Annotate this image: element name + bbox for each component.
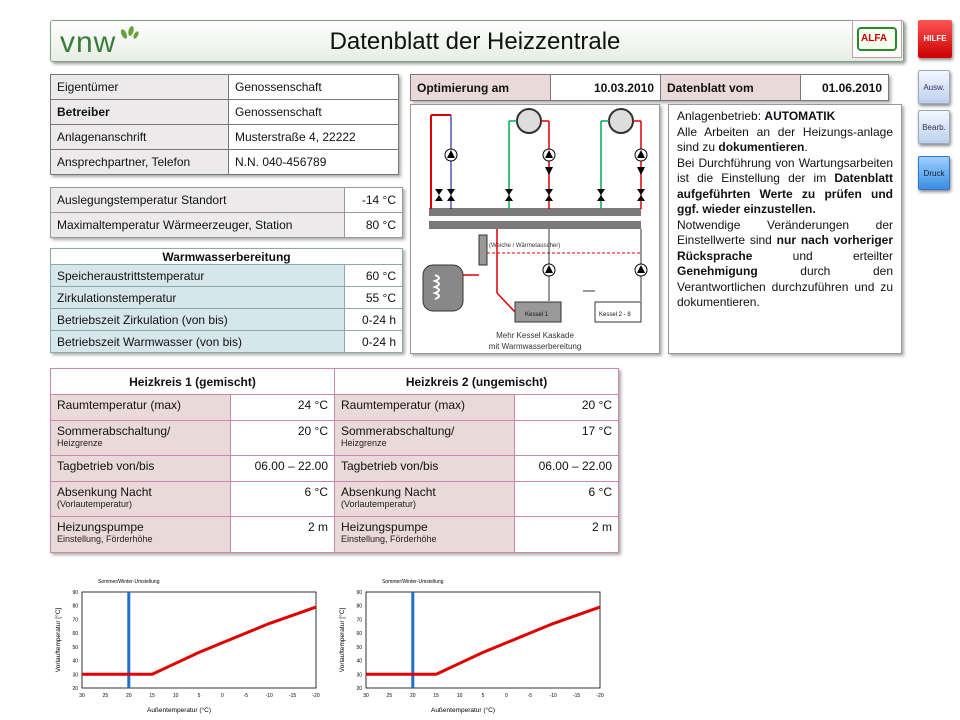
radiator-icon (609, 109, 633, 133)
ww-value: 0-24 h (345, 331, 403, 353)
y-tick-label: 30 (356, 672, 362, 679)
hk1-value: 06.00 – 22.00 (231, 456, 335, 482)
x-tick-label: 25 (386, 693, 393, 699)
x-tick-label: -20 (312, 693, 320, 699)
ww-key: Betriebszeit Zirkulation (von bis) (51, 309, 345, 331)
optimization-date: 10.03.2010 (551, 75, 661, 101)
table-header-row (51, 369, 619, 395)
ww-key: Betriebszeit Warmwasser (von bis) (51, 331, 345, 353)
ww-key: Speicheraustrittstemperatur (51, 265, 345, 287)
table-row (51, 100, 399, 125)
valve-icon (637, 167, 645, 175)
ww-value: 55 °C (345, 287, 403, 309)
ausw-button[interactable]: Ausw. (918, 70, 950, 104)
x-tick-label: -20 (596, 693, 604, 699)
ww-value: 0-24 h (345, 309, 403, 331)
hk2-key: Tagbetrieb von/bis (335, 456, 515, 482)
x-tick-label: 20 (126, 693, 132, 699)
table-row (51, 309, 403, 331)
hk1-value: 24 °C (231, 395, 335, 421)
hk1-key: Sommerabschaltung/ Heizgrenze (51, 421, 231, 456)
hk2-value: 20 °C (515, 395, 619, 421)
x-tick-label: -15 (572, 693, 581, 699)
x-tick-label: 25 (102, 693, 109, 699)
hk1-value: 2 m (231, 517, 335, 553)
y-tick-label: 30 (72, 672, 78, 679)
switch-annotation: Sommer/Winter-Umstellung (382, 579, 444, 585)
x-tick-label: 30 (363, 693, 369, 699)
y-tick-label: 40 (356, 658, 362, 665)
table-row (51, 482, 619, 517)
hk2-value: 06.00 – 22.00 (515, 456, 619, 482)
hk1-key: Absenkung Nacht (Vorlautemperatur) (51, 482, 231, 517)
y-axis-label: Vorlauftemperatur [°C] (55, 607, 62, 673)
hk2-value: 2 m (515, 517, 619, 553)
y-tick-label: 60 (72, 631, 78, 638)
x-tick-label: 20 (410, 693, 416, 699)
diagram-caption-2: mit Warmwasserbereitung (488, 342, 582, 351)
leaf-icon (118, 24, 140, 42)
y-tick-label: 60 (356, 631, 362, 638)
schematic-svg (411, 105, 659, 353)
x-tick-label: -10 (265, 693, 273, 699)
switch-annotation: Sommer/Winter-Umstellung (98, 579, 160, 585)
hk1-header: Heizkreis 1 (gemischt) (51, 369, 335, 395)
warmwasser-title: Warmwasserbereitung (51, 249, 403, 265)
warmwasser-table (50, 248, 403, 353)
logo-text: vnw (60, 26, 117, 59)
y-tick-label: 80 (72, 603, 78, 610)
print-button[interactable]: Druck (918, 156, 950, 190)
y-tick-label: 70 (72, 617, 78, 624)
table-row (51, 456, 619, 482)
boiler-1-label: Kessel 1 (525, 312, 549, 318)
weiche-label: (Weiche / Wärmetauscher) (489, 243, 561, 249)
table-row (51, 517, 619, 553)
hk2-key: Absenkung Nacht (Vorlautemperatur) (335, 482, 515, 517)
hk2-value: 17 °C (515, 421, 619, 456)
manifold-top (429, 208, 641, 216)
table-row (51, 213, 403, 238)
hk2-key: Raumtemperatur (max) (335, 395, 515, 421)
info-paragraph-3: Notwendige Veränderungen der Einstellwerte sind nur nach vorheriger Rücksprache und erteilter Genehmigung durch den Verantwortlichen durchzuführen und zu dokumentieren. (677, 217, 893, 309)
owner-key: Eigentümer (51, 75, 229, 100)
address-value: Musterstraße 4, 22222 (229, 125, 399, 150)
hk1-value: 6 °C (231, 482, 335, 517)
valve-icon (545, 167, 553, 175)
ww-key: Zirkulationstemperatur (51, 287, 345, 309)
contact-key: Ansprechpartner, Telefon (51, 150, 229, 175)
hk2-key: Sommerabschaltung/ Heizgrenze (335, 421, 515, 456)
y-tick-label: 40 (72, 658, 78, 665)
table-header-row (51, 249, 403, 265)
max-temp-value: 80 °C (345, 213, 403, 238)
y-axis-label: Vorlauftemperatur [°C] (339, 607, 346, 673)
diagram-caption-1: Mehr Kessel Kaskade (496, 331, 574, 340)
help-button[interactable]: HILFE (918, 20, 952, 58)
operation-mode: Anlagenbetrieb: AUTOMATIK (677, 109, 836, 123)
weiche-icon (479, 235, 487, 265)
storage-tank-icon (423, 265, 463, 311)
table-row (51, 395, 619, 421)
x-tick-label: 15 (149, 693, 155, 699)
hk2-value: 6 °C (515, 482, 619, 517)
x-tick-label: -15 (288, 693, 297, 699)
hk2-key: Heizungspumpe Einstellung, Förderhöhe (335, 517, 515, 553)
contact-value: N.N. 040-456789 (229, 150, 399, 175)
address-key: Anlagenanschrift (51, 125, 229, 150)
info-paragraph-1: Alle Arbeiten an der Heizungs-anlage sind zu dokumentieren. (677, 124, 893, 154)
max-temp-key: Maximaltemperatur Wärmeerzeuger, Station (51, 213, 345, 238)
table-row (51, 265, 403, 287)
table-row (51, 287, 403, 309)
ww-value: 60 °C (345, 265, 403, 287)
x-tick-label: 10 (456, 693, 463, 699)
vnw-logo (60, 24, 150, 60)
x-axis-label: Außentemperatur (°C) (146, 707, 212, 714)
table-row (51, 125, 399, 150)
x-tick-label: 5 (197, 693, 201, 699)
table-row (51, 421, 619, 456)
design-temp-value: -14 °C (345, 188, 403, 213)
table-row (411, 75, 889, 101)
x-tick-label: 15 (433, 693, 439, 699)
temperature-table (50, 187, 403, 238)
info-text-box (668, 104, 902, 354)
alfa-badge (852, 20, 902, 58)
y-tick-label: 50 (356, 644, 362, 651)
manifold-bottom (429, 221, 641, 229)
x-tick-label: -5 (243, 693, 249, 699)
x-tick-label: 5 (481, 693, 485, 699)
heating-curve-chart-1 (46, 578, 320, 718)
radiator-icon (517, 109, 541, 133)
table-row (51, 75, 399, 100)
y-tick-label: 90 (356, 590, 362, 596)
owner-table (50, 74, 399, 175)
table-row (51, 150, 399, 175)
hk1-key: Heizungspumpe Einstellung, Förderhöhe (51, 517, 231, 553)
hk2-header: Heizkreis 2 (ungemischt) (335, 369, 619, 395)
operator-value: Genossenschaft (229, 100, 399, 125)
optimization-table (410, 74, 889, 101)
y-tick-label: 20 (72, 686, 78, 692)
datasheet-date: 01.06.2010 (801, 75, 889, 101)
y-tick-label: 90 (72, 590, 78, 596)
hk1-value: 20 °C (231, 421, 335, 456)
edit-button[interactable]: Bearb. (918, 110, 950, 144)
alfa-badge-text: ALFA (861, 33, 888, 44)
x-tick-label: 0 (221, 693, 224, 699)
hydraulic-diagram (410, 104, 660, 354)
hk1-key: Tagbetrieb von/bis (51, 456, 231, 482)
y-tick-label: 80 (356, 603, 362, 610)
operator-key: Betreiber (51, 100, 229, 125)
design-temp-key: Auslegungstemperatur Standort (51, 188, 345, 213)
x-tick-label: 0 (505, 693, 508, 699)
x-tick-label: -5 (527, 693, 533, 699)
owner-value: Genossenschaft (229, 75, 399, 100)
valve-row (435, 189, 645, 201)
y-tick-label: 20 (356, 686, 362, 692)
table-row (51, 331, 403, 353)
heating-curve-chart-2 (330, 578, 604, 718)
x-tick-label: -10 (549, 693, 557, 699)
hk1-key: Raumtemperatur (max) (51, 395, 231, 421)
x-tick-label: 30 (79, 693, 85, 699)
table-row (51, 188, 403, 213)
datasheet-label: Datenblatt vom (661, 75, 801, 101)
y-tick-label: 50 (72, 644, 78, 651)
x-tick-label: 10 (172, 693, 179, 699)
heating-circuit-table (50, 368, 619, 553)
x-axis-label: Außentemperatur (°C) (430, 707, 496, 714)
y-tick-label: 70 (356, 617, 362, 624)
info-paragraph-2: Bei Durchführung von Wartungsarbeiten ist die Einstellung der im Datenblatt aufgeführten Werte zu prüfen und ggf. wieder einzustellen. (677, 155, 893, 216)
optimization-label: Optimierung am (411, 75, 551, 101)
page-title: Datenblatt der Heizzentrale (329, 28, 621, 55)
boiler-2-label: Kessel 2 - 8 (599, 312, 631, 318)
